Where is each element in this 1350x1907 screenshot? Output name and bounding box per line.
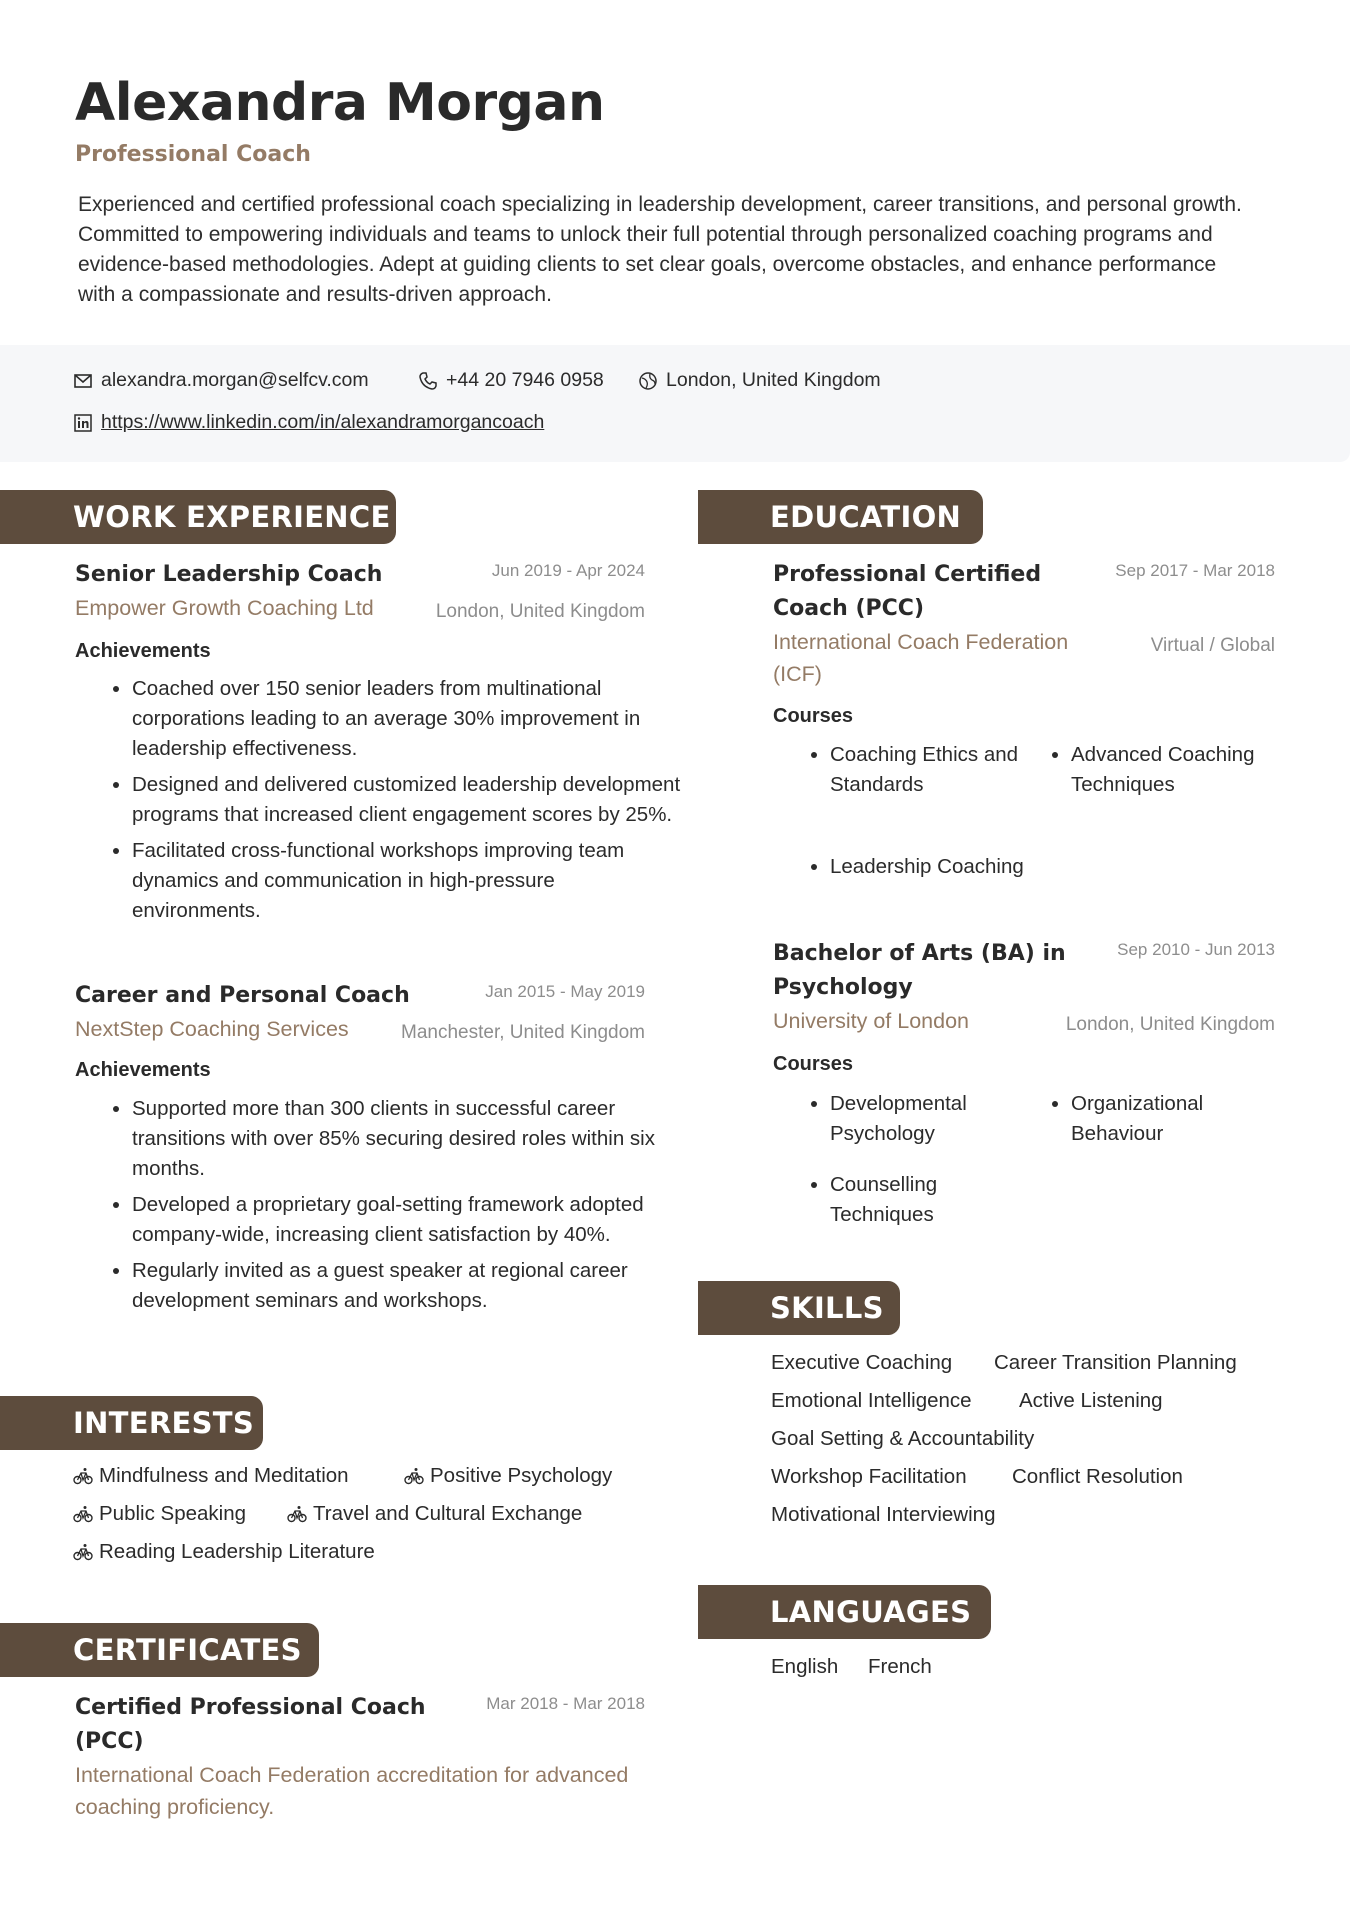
job-title: Career and Personal Coach [75,983,410,1008]
certificate-title: Certified Professional Coach (PCC) [75,1695,426,1754]
list-item: • Counselling Techniques [830,1170,1030,1230]
bicycle-icon [73,1466,93,1486]
skill-item: Motivational Interviewing [771,1503,996,1526]
interest-item: Mindfulness and Meditation [73,1464,349,1488]
achievements-label: Achievements [75,640,211,662]
degree-dates: Sep 2017 - Mar 2018 [1115,561,1275,580]
job-location: Manchester, United Kingdom [401,1022,645,1043]
email-text: alexandra.morgan@selfcv.com [101,369,369,391]
skill-item: Conflict Resolution [1012,1465,1183,1488]
degree-title: Bachelor of Arts (BA) in Psychology [773,941,1066,1000]
certificate-description: International Coach Federation accreditation for advanced coaching proficiency. [75,1763,629,1819]
courses-label: Courses [773,705,854,727]
course-list [802,1089,1030,1149]
job-dates: Jan 2015 - May 2019 [485,982,645,1001]
job-location: London, United Kingdom [435,601,645,622]
list-item: • Organizational Behaviour [1071,1089,1271,1149]
bicycle-icon [287,1504,307,1524]
globe-icon [638,371,658,391]
certificates-heading: CERTIFICATES [0,1623,319,1677]
candidate-title: Professional Coach [75,142,311,167]
skill-item: Goal Setting & Accountability [771,1427,1035,1450]
skill-item: Career Transition Planning [994,1351,1237,1374]
list-item: • Coaching Ethics and Standards [830,740,1030,800]
job-dates: Jun 2019 - Apr 2024 [491,561,645,580]
school-name: University of London [773,1009,969,1033]
job-company: Empower Growth Coaching Ltd [75,596,374,620]
contact-phone[interactable] [418,369,604,392]
job-company: NextStep Coaching Services [75,1017,349,1041]
education-heading: EDUCATION [698,490,983,544]
interests-heading: INTERESTS [0,1396,263,1450]
certificate-dates: Mar 2018 - Mar 2018 [486,1694,645,1713]
linkedin-link[interactable]: https://www.linkedin.com/in/alexandramorgancoach [101,411,545,433]
contact-location [638,369,881,392]
interest-item: Reading Leadership Literature [73,1540,375,1564]
job-title: Senior Leadership Coach [75,562,383,587]
resume-header [75,66,1255,170]
list-item: • Coached over 150 senior leaders from multinational corporations leading to an average 30% improvement in leadership effectiveness. [132,674,682,764]
contact-section [0,345,1350,462]
candidate-name: Alexandra Morgan [75,73,605,133]
bicycle-icon [73,1542,93,1562]
course-list [1043,1089,1271,1149]
phone-text: +44 20 7946 0958 [446,369,604,391]
contact-linkedin[interactable] [73,411,544,434]
bicycle-icon [73,1504,93,1524]
achievements-label: Achievements [75,1059,211,1081]
location-text: London, United Kingdom [666,369,881,391]
interest-item: Positive Psychology [404,1464,612,1488]
list-item: • Leadership Coaching [830,852,1030,882]
list-item: • Advanced Coaching Techniques [1071,740,1271,800]
skill-item: Workshop Facilitation [771,1465,967,1488]
course-list [1043,740,1271,800]
achievements-list [104,674,682,932]
bicycle-icon [404,1466,424,1486]
interest-item: Travel and Cultural Exchange [287,1502,582,1526]
contact-email[interactable] [73,369,369,392]
language-item: French [868,1655,932,1678]
course-list [802,740,1030,800]
degree-title: Professional Certified Coach (PCC) [773,562,1042,621]
profile-summary: Experienced and certified professional coach specializing in leadership development, career transitions, and personal growth. Committed to empowering individuals and teams to unlock their full potential through personalized coaching programs and evidence-based methodologies. Adept at guiding clients to set clear goals, overcome obstacles, and enhance performance with a compassionate and results-driven approach. [78,193,1242,306]
skill-item: Emotional Intelligence [771,1389,972,1412]
work-experience-heading: WORK EXPERIENCE [0,490,396,544]
skill-item: Active Listening [1019,1389,1163,1412]
school-name: International Coach Federation (ICF) [773,630,1069,686]
interest-item: Public Speaking [73,1502,246,1526]
list-item: • Developed a proprietary goal-setting framework adopted company-wide, increasing client satisfaction by 40%. [132,1190,682,1250]
course-list [802,1170,1030,1230]
list-item: • Regularly invited as a guest speaker at regional career development seminars and workshops. [132,1256,682,1316]
school-location: Virtual / Global [1150,635,1275,656]
phone-icon [418,371,438,391]
linkedin-icon [73,413,93,433]
skills-heading: SKILLS [698,1281,900,1335]
envelope-icon [73,371,93,391]
list-item: • Designed and delivered customized leadership development programs that increased client engagement scores by 25%. [132,770,682,830]
course-list [802,852,1030,882]
list-item: • Developmental Psychology [830,1089,1030,1149]
list-item: • Facilitated cross-functional workshops improving team dynamics and communication in high-pressure environments. [132,836,682,926]
skill-item: Executive Coaching [771,1351,953,1374]
degree-dates: Sep 2010 - Jun 2013 [1117,940,1275,959]
languages-heading: LANGUAGES [698,1585,991,1639]
school-location: London, United Kingdom [1065,1014,1275,1035]
list-item: • Supported more than 300 clients in successful career transitions with over 85% securing desired roles within six months. [132,1094,682,1184]
language-item: English [771,1655,839,1678]
courses-label: Courses [773,1053,854,1075]
achievements-list [104,1094,682,1322]
